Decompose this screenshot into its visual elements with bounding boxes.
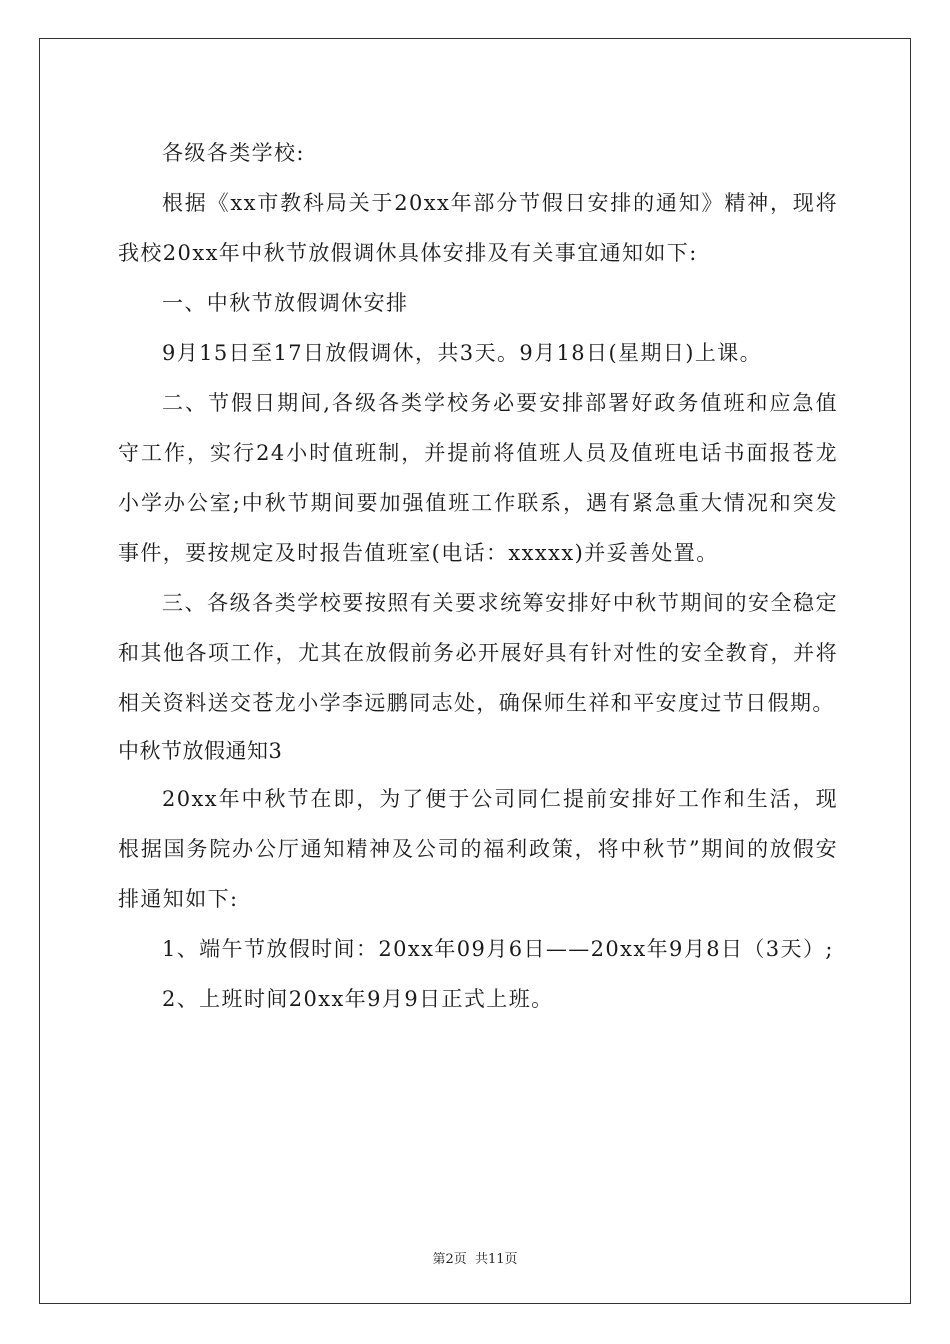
document-body <box>118 128 838 1024</box>
paragraph-heading-one: 一、中秋节放假调休安排 <box>162 291 409 315</box>
page-total: 共11页 <box>474 1252 518 1267</box>
paragraph-safety: 三、各级各类学校要按照有关要求统筹安排好中秋节期间的安全稳定和其他各项工作，尤其在放假前务必开展好具有针对性的安全教育，并将相关资料送交苍龙小学李远鹏同志处，确保师生祥和平安度过节日假期。 <box>118 591 838 715</box>
paragraph-schedule: 9月15日至17日放假调休，共3天。9月18日(星期日)上课。 <box>162 341 763 365</box>
section-title: 中秋节放假通知3 <box>118 739 283 763</box>
page-footer <box>0 1248 950 1267</box>
page-number: 第2页 <box>432 1252 467 1267</box>
salutation: 各级各类学校: <box>162 141 305 165</box>
paragraph-return-work: 2、上班时间20xx年9月9日正式上班。 <box>162 987 554 1011</box>
paragraph-duty: 二、节假日期间,各级各类学校务必要安排部署好政务值班和应急值守工作，实行24小时值班制，并提前将值班人员及值班电话书面报苍龙小学办公室;中秋节期间要加强值班工作联系，遇有紧急重大情况和突发事件，要按规定及时报告值班室(电话：xxxxx)并妥善处置。 <box>118 391 838 565</box>
paragraph-company-intro: 20xx年中秋节在即，为了便于公司同仁提前安排好工作和生活，现根据国务院办公厅通知精神及公司的福利政策，将中秋节”期间的放假安排通知如下: <box>118 787 838 911</box>
paragraph-holiday-time: 1、端午节放假时间：20xx年09月6日——20xx年9月8日（3天）; <box>162 937 834 961</box>
paragraph-intro: 根据《xx市教科局关于20xx年部分节假日安排的通知》精神，现将我校20xx年中秋节放假调休具体安排及有关事宜通知如下: <box>118 191 838 265</box>
